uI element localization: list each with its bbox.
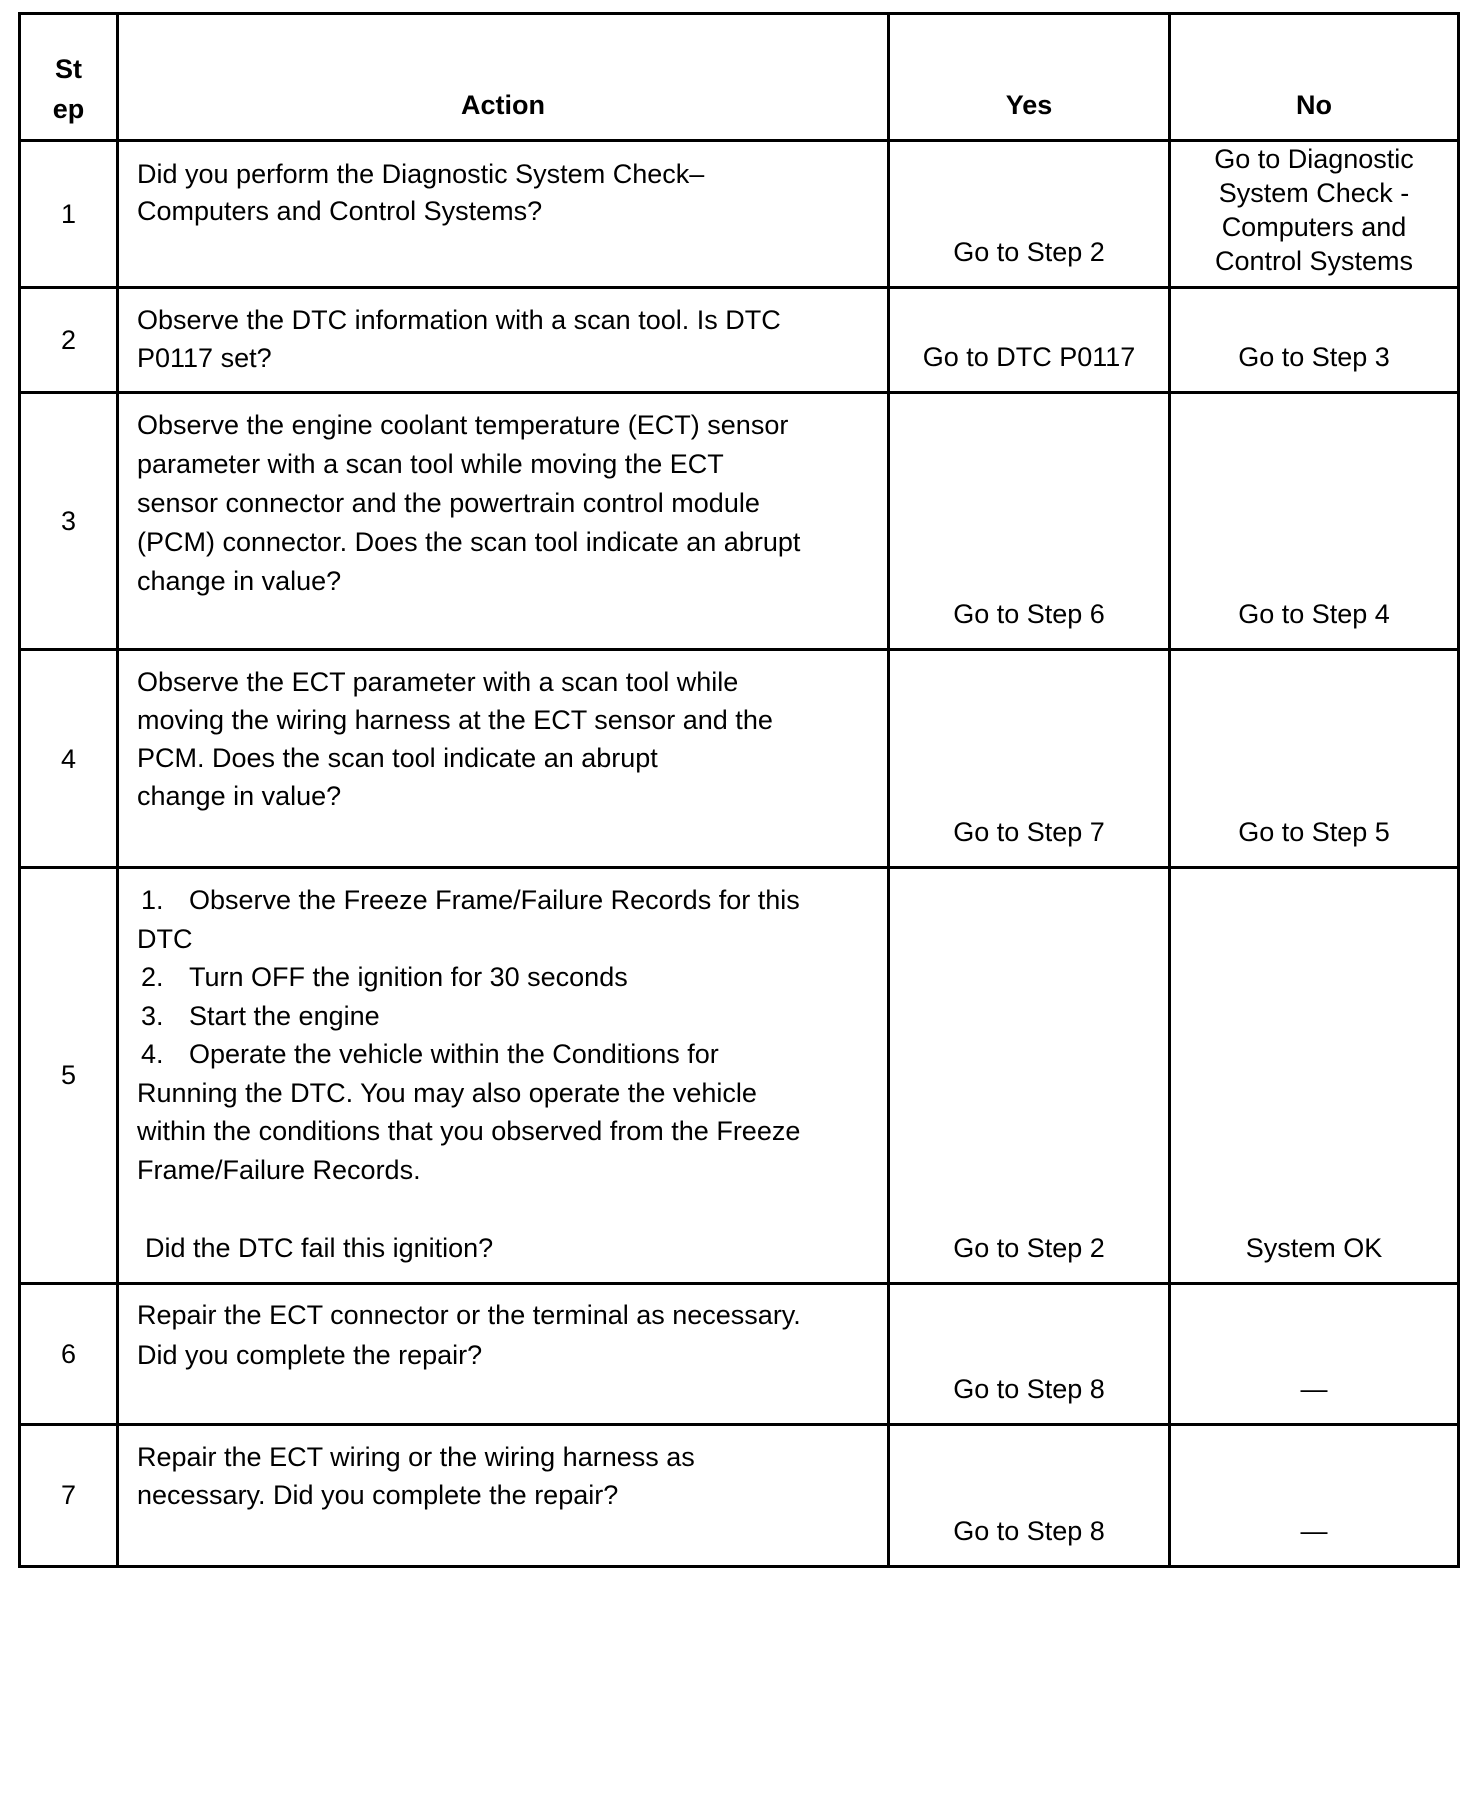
action-cell: Observe the DTC information with a scan tool. Is DTC P0117 set? xyxy=(118,288,889,393)
no-cell: Go to Step 5 xyxy=(1170,650,1459,868)
action-cell: Repair the ECT wiring or the wiring harness as necessary. Did you complete the repair? xyxy=(118,1424,889,1566)
yes-cell: Go to Step 7 xyxy=(889,650,1170,868)
list-item: 3. Start the engine xyxy=(141,1000,380,1031)
action-cell: Did you perform the Diagnostic System Check– Computers and Control Systems? xyxy=(118,141,889,288)
table-row xyxy=(20,650,1459,868)
step-question: Did the DTC fail this ignition? xyxy=(145,1233,494,1263)
yes-cell: Go to Step 8 xyxy=(889,1424,1170,1566)
diagnostic-table xyxy=(18,12,1460,1568)
no-cell: Go to Step 3 xyxy=(1170,288,1459,393)
no-cell: Go to Step 4 xyxy=(1170,393,1459,650)
step-number: 2 xyxy=(20,288,118,393)
list-item: DTC xyxy=(137,923,193,954)
yes-cell: Go to Step 2 xyxy=(889,868,1170,1284)
table-row xyxy=(20,141,1459,288)
step-number: 3 xyxy=(20,393,118,650)
yes-cell: Go to Step 8 xyxy=(889,1283,1170,1424)
yes-cell: Go to Step 2 xyxy=(889,141,1170,288)
action-cell: Observe the engine coolant temperature (ECT) sensor parameter with a scan tool while moving the ECT sensor connector and the powertrain control module (PCM) connector. Does the scan tool indicate an abrupt change in value? xyxy=(118,393,889,650)
header-row xyxy=(20,14,1459,141)
header-action: Action xyxy=(118,14,889,141)
no-cell: Go to Diagnostic System Check - Computers and Control Systems xyxy=(1170,141,1459,288)
table-row xyxy=(20,1424,1459,1566)
header-step: St ep xyxy=(20,14,118,141)
step-number: 7 xyxy=(20,1424,118,1566)
table-row xyxy=(20,288,1459,393)
no-cell: — xyxy=(1170,1283,1459,1424)
table-row xyxy=(20,1283,1459,1424)
step-number: 5 xyxy=(20,868,118,1284)
list-item: 1. Observe the Freeze Frame/Failure Records for this xyxy=(141,885,800,915)
header-yes: Yes xyxy=(889,14,1170,141)
yes-cell: Go to Step 6 xyxy=(889,393,1170,650)
header-no: No xyxy=(1170,14,1459,141)
action-cell: Observe the ECT parameter with a scan tool while moving the wiring harness at the ECT sensor and the PCM. Does the scan tool indicate an abrupt change in value? xyxy=(118,650,889,868)
action-cell xyxy=(118,868,889,1284)
yes-cell: Go to DTC P0117 xyxy=(889,288,1170,393)
table-row xyxy=(20,868,1459,1284)
list-item: 4. Operate the vehicle within the Conditions for xyxy=(141,1039,719,1069)
no-cell: System OK xyxy=(1170,868,1459,1284)
action-cell: Repair the ECT connector or the terminal as necessary. Did you complete the repair? xyxy=(118,1283,889,1424)
step-number: 1 xyxy=(20,141,118,288)
table-row xyxy=(20,393,1459,650)
step-number: 4 xyxy=(20,650,118,868)
no-cell: — xyxy=(1170,1424,1459,1566)
list-item: 2. Turn OFF the ignition for 30 seconds xyxy=(141,962,628,992)
list-continuation: Running the DTC. You may also operate the vehicle within the conditions that you observed from the Freeze Frame/Failure Records. xyxy=(137,1077,801,1185)
step-number: 6 xyxy=(20,1283,118,1424)
